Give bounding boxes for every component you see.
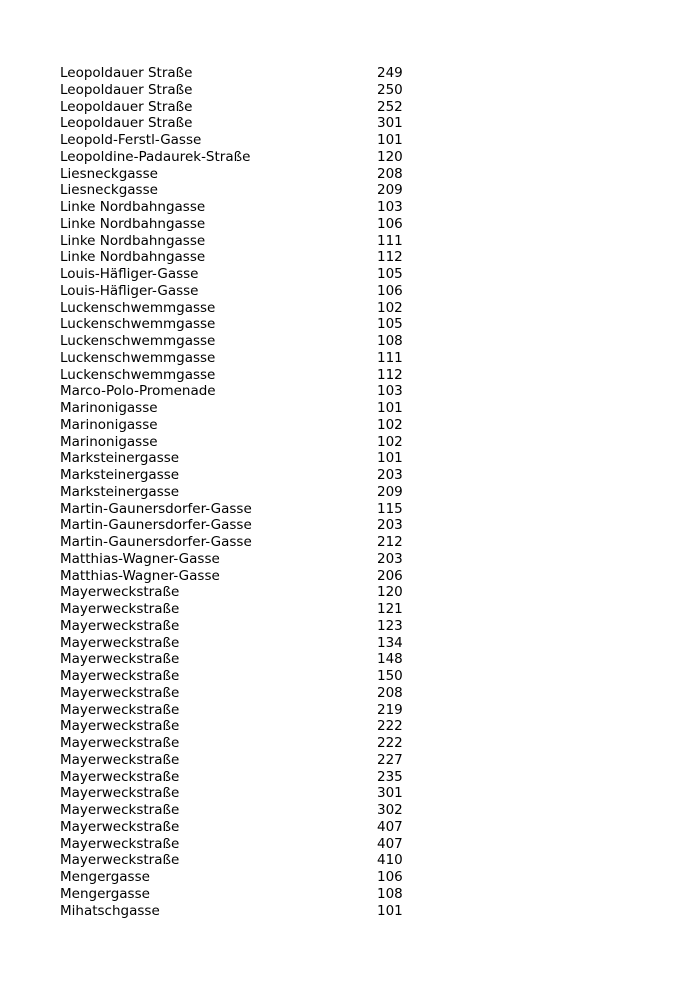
list-item [60,65,420,82]
street-name: Leopold-Ferstl-Gasse [60,132,202,148]
house-number: 302 [377,802,403,818]
list-item [60,199,420,216]
list-item [60,333,420,350]
street-name: Liesneckgasse [60,165,158,182]
list-item [60,785,420,802]
list-item [60,182,420,199]
house-number: 252 [377,98,403,115]
house-number: 101 [377,450,403,467]
house-number: 108 [377,885,403,902]
list-item [60,166,420,183]
list-item [60,400,420,417]
street-name: Liesneckgasse [60,182,158,199]
list-item [60,350,420,367]
street-name: Mayerweckstraße [60,668,180,684]
list-item [60,718,420,735]
house-number: 103 [377,199,403,215]
house-number: 112 [377,249,403,266]
street-name: Martin-Gaunersdorfer-Gasse [60,500,252,517]
list-item [60,467,420,484]
list-item [60,115,420,132]
list-item [60,551,420,568]
list-item [60,635,420,652]
street-name: Martin-Gaunersdorfer-Gasse [60,517,252,534]
list-item [60,852,420,869]
street-name: Mayerweckstraße [60,818,180,835]
house-number: 101 [377,400,403,416]
street-name: Mengergasse [60,869,150,885]
street-name: Leopoldine-Padaurek-Straße [60,148,251,165]
list-item [60,149,420,166]
house-number: 150 [377,668,403,684]
list-item [60,752,420,769]
house-number: 102 [377,416,403,433]
list-item [60,618,420,635]
house-number: 227 [377,751,403,768]
street-name: Leopoldauer Straße [60,65,193,81]
list-item [60,886,420,903]
house-number: 101 [377,902,403,919]
house-number: 102 [377,299,403,316]
street-name: Luckenschwemmgasse [60,299,216,316]
street-name: Mayerweckstraße [60,735,180,751]
house-number: 235 [377,768,403,785]
street-name: Matthias-Wagner-Gasse [60,567,220,584]
street-name: Mihatschgasse [60,902,160,919]
list-item [60,434,420,451]
list-item [60,568,420,585]
list-item [60,99,420,116]
street-name: Marksteinergasse [60,450,180,467]
house-number: 222 [377,718,403,735]
list-item [60,233,420,250]
list-item [60,685,420,702]
list-item [60,249,420,266]
house-number: 301 [377,115,403,132]
house-number: 120 [377,148,403,165]
house-number: 148 [377,651,403,668]
house-number: 105 [377,266,403,282]
list-item [60,283,420,300]
house-number: 219 [377,701,403,718]
street-name: Mayerweckstraße [60,751,180,768]
street-name: Marksteinergasse [60,467,180,483]
list-item [60,651,420,668]
street-name: Marco-Polo-Promenade [60,383,216,400]
list-item [60,132,420,149]
street-name: Mayerweckstraße [60,718,180,735]
house-number: 301 [377,785,403,802]
list-item [60,819,420,836]
house-number: 208 [377,684,403,701]
street-name: Mayerweckstraße [60,785,180,802]
list-item [60,903,420,920]
house-number: 249 [377,65,403,81]
street-name: Louis-Häfliger-Gasse [60,282,199,299]
list-item [60,769,420,786]
house-number: 111 [377,232,403,249]
street-name: Mayerweckstraße [60,701,180,718]
house-number: 206 [377,567,403,584]
street-name: Luckenschwemmgasse [60,349,216,366]
list-item [60,316,420,333]
house-number: 203 [377,517,403,534]
house-number: 112 [377,366,403,383]
list-item [60,836,420,853]
list-item [60,417,420,434]
street-name: Luckenschwemmgasse [60,316,216,333]
street-name: Louis-Häfliger-Gasse [60,266,199,282]
street-name: Leopoldauer Straße [60,115,193,132]
list-item [60,450,420,467]
street-name: Mayerweckstraße [60,634,180,651]
street-name: Mayerweckstraße [60,802,180,818]
street-list [60,65,420,919]
street-name: Luckenschwemmgasse [60,333,216,349]
street-name: Mayerweckstraße [60,852,180,869]
house-number: 121 [377,601,403,617]
list-item [60,367,420,384]
house-number: 101 [377,132,403,148]
list-item [60,484,420,501]
street-name: Linke Nordbahngasse [60,249,206,266]
house-number: 250 [377,81,403,98]
street-name: Linke Nordbahngasse [60,232,206,249]
house-number: 407 [377,835,403,852]
list-item [60,702,420,719]
house-number: 208 [377,165,403,182]
house-number: 102 [377,433,403,450]
house-number: 222 [377,735,403,751]
street-name: Matthias-Wagner-Gasse [60,550,220,567]
list-item [60,501,420,518]
house-number: 105 [377,316,403,333]
house-number: 123 [377,617,403,634]
house-number: 106 [377,869,403,885]
house-number: 212 [377,534,403,550]
street-name: Linke Nordbahngasse [60,215,206,232]
list-item [60,584,420,601]
list-item [60,601,420,618]
house-number: 209 [377,182,403,199]
list-item [60,735,420,752]
list-item [60,668,420,685]
street-name: Mayerweckstraße [60,617,180,634]
list-item [60,82,420,99]
list-item [60,869,420,886]
house-number: 106 [377,282,403,299]
house-number: 203 [377,550,403,567]
house-number: 111 [377,349,403,366]
street-name: Mayerweckstraße [60,768,180,785]
street-name: Marinonigasse [60,400,158,416]
list-item [60,534,420,551]
street-name: Leopoldauer Straße [60,98,193,115]
street-name: Marksteinergasse [60,483,180,500]
house-number: 120 [377,584,403,601]
house-number: 134 [377,634,403,651]
street-name: Marinonigasse [60,433,158,450]
street-name: Mayerweckstraße [60,601,180,617]
street-name: Mengergasse [60,885,150,902]
street-name: Linke Nordbahngasse [60,199,206,215]
street-name: Mayerweckstraße [60,651,180,668]
house-number: 407 [377,818,403,835]
list-item [60,802,420,819]
street-name: Leopoldauer Straße [60,81,193,98]
list-item [60,216,420,233]
list-item [60,383,420,400]
list-item [60,266,420,283]
house-number: 115 [377,500,403,517]
list-item [60,517,420,534]
house-number: 108 [377,333,403,349]
street-name: Mayerweckstraße [60,584,180,601]
street-name: Martin-Gaunersdorfer-Gasse [60,534,252,550]
house-number: 203 [377,467,403,483]
house-number: 410 [377,852,403,869]
street-name: Mayerweckstraße [60,684,180,701]
list-item [60,300,420,317]
house-number: 103 [377,383,403,400]
house-number: 209 [377,483,403,500]
street-name: Luckenschwemmgasse [60,366,216,383]
house-number: 106 [377,215,403,232]
street-name: Marinonigasse [60,416,158,433]
street-name: Mayerweckstraße [60,835,180,852]
